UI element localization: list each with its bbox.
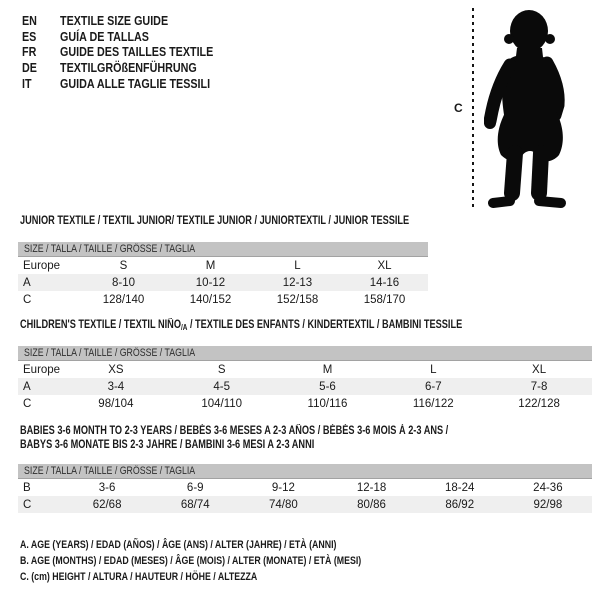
title-row-es (22, 29, 238, 45)
table-cell: 8-10 (80, 274, 167, 291)
title-text: GUIDE DES TAILLES TEXTILE (60, 45, 214, 60)
language-title-block (22, 13, 238, 91)
children-section-heading: CHILDREN'S TEXTILE / TEXTIL $NIÑO_{/A}$ / TEXTILE DES ENFANTS / KINDERTEXTIL / BAMBINI TESSILE (20, 319, 463, 332)
table-cell: 128/140 (102, 293, 145, 306)
table-header-row (18, 464, 592, 479)
babies-size-table (18, 464, 592, 513)
table-cell: 158/170 (363, 293, 406, 306)
table-cell: XS (108, 363, 124, 376)
table-cell: 98/104 (98, 397, 134, 410)
lang-code: ES (22, 29, 37, 44)
table-cell: 104/110 (201, 397, 243, 410)
table-cell: 86/92 (416, 496, 504, 513)
table-row-height (18, 395, 592, 412)
row-label: C (23, 397, 32, 410)
table-cell: 4-5 (169, 378, 275, 395)
table-row-age (18, 274, 428, 291)
row-label: Europe (23, 259, 61, 272)
table-cell: 140/152 (189, 293, 232, 306)
table-row-europe (18, 257, 428, 275)
title-row-de (22, 60, 238, 76)
table-cell: 74/80 (239, 496, 327, 513)
table-cell: 110/116 (307, 397, 348, 410)
table-cell: S (217, 363, 226, 376)
table-cell: S (119, 259, 128, 272)
table-row-height (18, 291, 428, 308)
row-label: A (18, 378, 63, 395)
row-label: B (23, 481, 31, 494)
children-size-table (18, 346, 592, 412)
table-row-height (18, 496, 592, 513)
size-header-bar: SIZE / TALLA / TAILLE / GRÖSSE / TAGLIA (18, 242, 428, 257)
table-cell: 24-36 (533, 481, 563, 494)
title-row-en (22, 13, 238, 29)
title-text: TEXTILGRÖßENFÜHRUNG (60, 60, 197, 75)
size-header-bar: SIZE / TALLA / TAILLE / GRÖSSE / TAGLIA (18, 464, 592, 479)
table-cell: 6-9 (186, 481, 204, 494)
lang-code: DE (22, 60, 37, 75)
table-header-row (18, 242, 428, 257)
table-cell: M (205, 259, 216, 272)
height-measure-label: C (454, 101, 463, 115)
title-text: TEXTILE SIZE GUIDE (60, 13, 169, 28)
table-cell: 10-12 (167, 274, 254, 291)
row-label: C (18, 496, 63, 513)
table-cell: 14-16 (341, 274, 428, 291)
title-row-it (22, 76, 238, 92)
table-cell: 62/68 (63, 496, 151, 513)
junior-size-table (18, 242, 428, 308)
babies-section-heading-line2: BABYS 3-6 MONATE BIS 2-3 JAHRE / BAMBINI 3-6 MESI A 2-3 ANNI (20, 439, 315, 451)
table-row-age-months (18, 479, 592, 497)
toddler-silhouette-icon (484, 5, 584, 211)
table-cell: L (294, 259, 301, 272)
size-header-bar: SIZE / TALLA / TAILLE / GRÖSSE / TAGLIA (18, 346, 592, 361)
title-text: GUÍA DE TALLAS (60, 29, 149, 44)
table-cell: 80/86 (327, 496, 415, 513)
table-cell: 68/74 (151, 496, 239, 513)
row-label: C (23, 293, 32, 306)
table-cell: XL (377, 259, 392, 272)
footnote-a: A. AGE (YEARS) / EDAD (AÑOS) / ÂGE (ANS) / ALTER (JAHRE) / ETÀ (ANNI) (20, 539, 337, 551)
table-cell: 5-6 (275, 378, 381, 395)
table-cell: L (430, 363, 437, 376)
subscript-text: /A (180, 323, 188, 332)
table-cell: 92/98 (504, 496, 592, 513)
table-cell: 3-6 (98, 481, 116, 494)
lang-code: FR (22, 45, 37, 60)
title-row-fr (22, 44, 238, 60)
table-cell: 18-24 (444, 481, 475, 494)
lang-code: EN (22, 13, 37, 28)
table-cell: 12-18 (356, 481, 387, 494)
table-cell: 122/128 (518, 397, 560, 410)
table-cell: M (322, 363, 333, 376)
height-measure-dotted-line (472, 8, 474, 209)
row-label: Europe (23, 363, 61, 376)
table-cell: 7-8 (486, 378, 592, 395)
lang-code: IT (22, 76, 32, 91)
table-row-age (18, 378, 592, 395)
table-cell: 12-13 (254, 274, 341, 291)
table-cell: XL (532, 363, 547, 376)
table-cell: 9-12 (271, 481, 295, 494)
footnote-b: B. AGE (MONTHS) / EDAD (MESES) / ÂGE (MOIS) / ALTER (MONATE) / ETÀ (MESI) (20, 555, 362, 567)
table-header-row (18, 346, 592, 361)
table-row-europe (18, 361, 592, 379)
title-text: GUIDA ALLE TAGLIE TESSILI (60, 76, 211, 91)
footnote-c: C. (cm) HEIGHT / ALTURA / HAUTEUR / HÖHE / ALTEZZA (20, 571, 258, 583)
table-cell: 116/122 (412, 397, 454, 410)
babies-section-heading-line1: BABIES 3-6 MONTH TO 2-3 YEARS / BEBÉS 3-6 MESES A 2-3 AÑOS / BÉBÉS 3-6 MOIS À 2-3 ANS / (20, 425, 449, 437)
table-cell: 3-4 (63, 378, 169, 395)
table-cell: 152/158 (276, 293, 319, 306)
junior-section-heading: JUNIOR TEXTILE / TEXTIL JUNIOR/ TEXTILE JUNIOR / JUNIORTEXTIL / JUNIOR TESSILE (20, 215, 410, 227)
table-cell: 6-7 (380, 378, 486, 395)
row-label: A (18, 274, 80, 291)
